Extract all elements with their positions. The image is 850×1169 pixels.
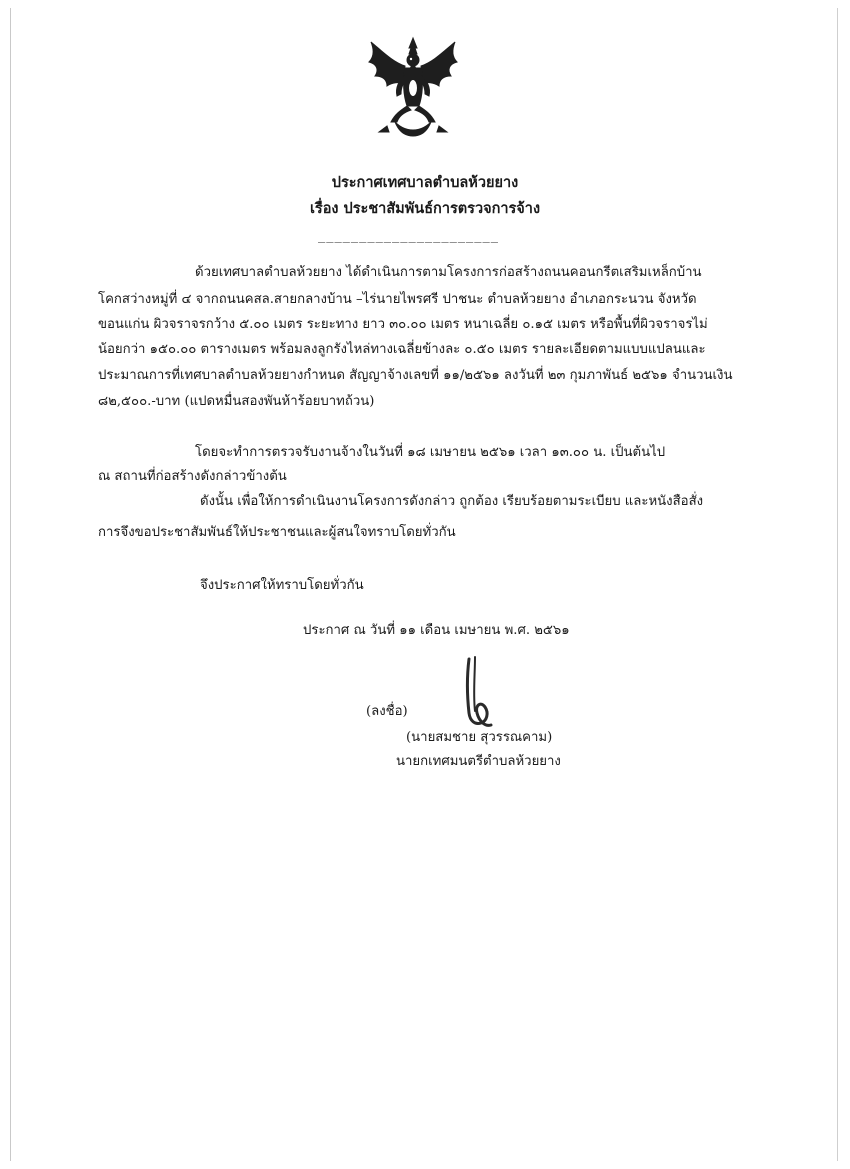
paragraph1-line2: โคกสว่างหมู่ที่ ๔ จากถนนคสล.สายกลางบ้าน –ไร่นายไพรศรี ปาชนะ ตำบลห้วยยาง อำเภอกระนวน จังหวัด: [98, 292, 697, 307]
paragraph1-line1: ด้วยเทศบาลตำบลห้วยยาง ได้ดำเนินการตามโครงการก่อสร้างถนนคอนกรีตเสริมเหล็กบ้าน: [195, 265, 702, 280]
signature-prefix: (ลงชื่อ): [366, 704, 408, 719]
signer-position: นายกเทศมนตรีตำบลห้วยยาง: [396, 754, 561, 769]
paragraph1-line4: น้อยกว่า ๑๕๐.๐๐ ตารางเมตร พร้อมลงลูกรังไหล่ทางเฉลี่ยข้างละ ๐.๕๐ เมตร รายละเอียดตามแบบแปลนและ: [98, 342, 706, 357]
garuda-emblem-icon: [365, 36, 461, 140]
announcement-title: ประกาศเทศบาลตำบลห้วยยาง: [331, 174, 519, 191]
announcement-subject: เรื่อง ประชาสัมพันธ์การตรวจการจ้าง: [309, 200, 541, 217]
closing-statement: จึงประกาศให้ทราบโดยทั่วกัน: [200, 578, 364, 593]
paragraph2-line2: ณ สถานที่ก่อสร้างดังกล่าวข้างต้น: [98, 469, 287, 484]
title-separator: ______________________: [318, 229, 499, 243]
paragraph1-line3: ขอนแก่น ผิวจราจรกว้าง ๕.๐๐ เมตร ระยะทาง ยาว ๓๐.๐๐ เมตร หนาเฉลี่ย ๐.๑๕ เมตร หรือพื้นที่ผิวจราจรไม่: [98, 317, 708, 332]
announcement-date: ประกาศ ณ วันที่ ๑๑ เดือน เมษายน พ.ศ. ๒๕๖๑: [303, 623, 570, 638]
paragraph1-line5: ประมาณการที่เทศบาลตำบลห้วยยางกำหนด สัญญาจ้างเลขที่ ๑๑/๒๕๖๑ ลงวันที่ ๒๓ กุมภาพันธ์ ๒๕๖๑ จำนวนเงิน: [98, 368, 733, 383]
paragraph3-line1: ดังนั้น เพื่อให้การดำเนินงานโครงการดังกล่าว ถูกต้อง เรียบร้อยตามระเบียบ และหนังสือสั่ง: [200, 494, 704, 509]
paragraph3-line2: การจึงขอประชาสัมพันธ์ให้ประชาชนและผู้สนใจทราบโดยทั่วกัน: [98, 525, 456, 540]
paragraph1-line6: ๘๒,๕๐๐.-บาท (แปดหมื่นสองพันห้าร้อยบาทถ้วน): [98, 394, 375, 409]
handwritten-signature: [455, 655, 505, 735]
signer-name: (นายสมชาย สุวรรณคาม): [406, 730, 553, 745]
paragraph2-line1: โดยจะทำการตรวจรับงานจ้างในวันที่ ๑๘ เมษายน ๒๕๖๑ เวลา ๑๓.๐๐ น. เป็นต้นไป: [195, 445, 666, 460]
